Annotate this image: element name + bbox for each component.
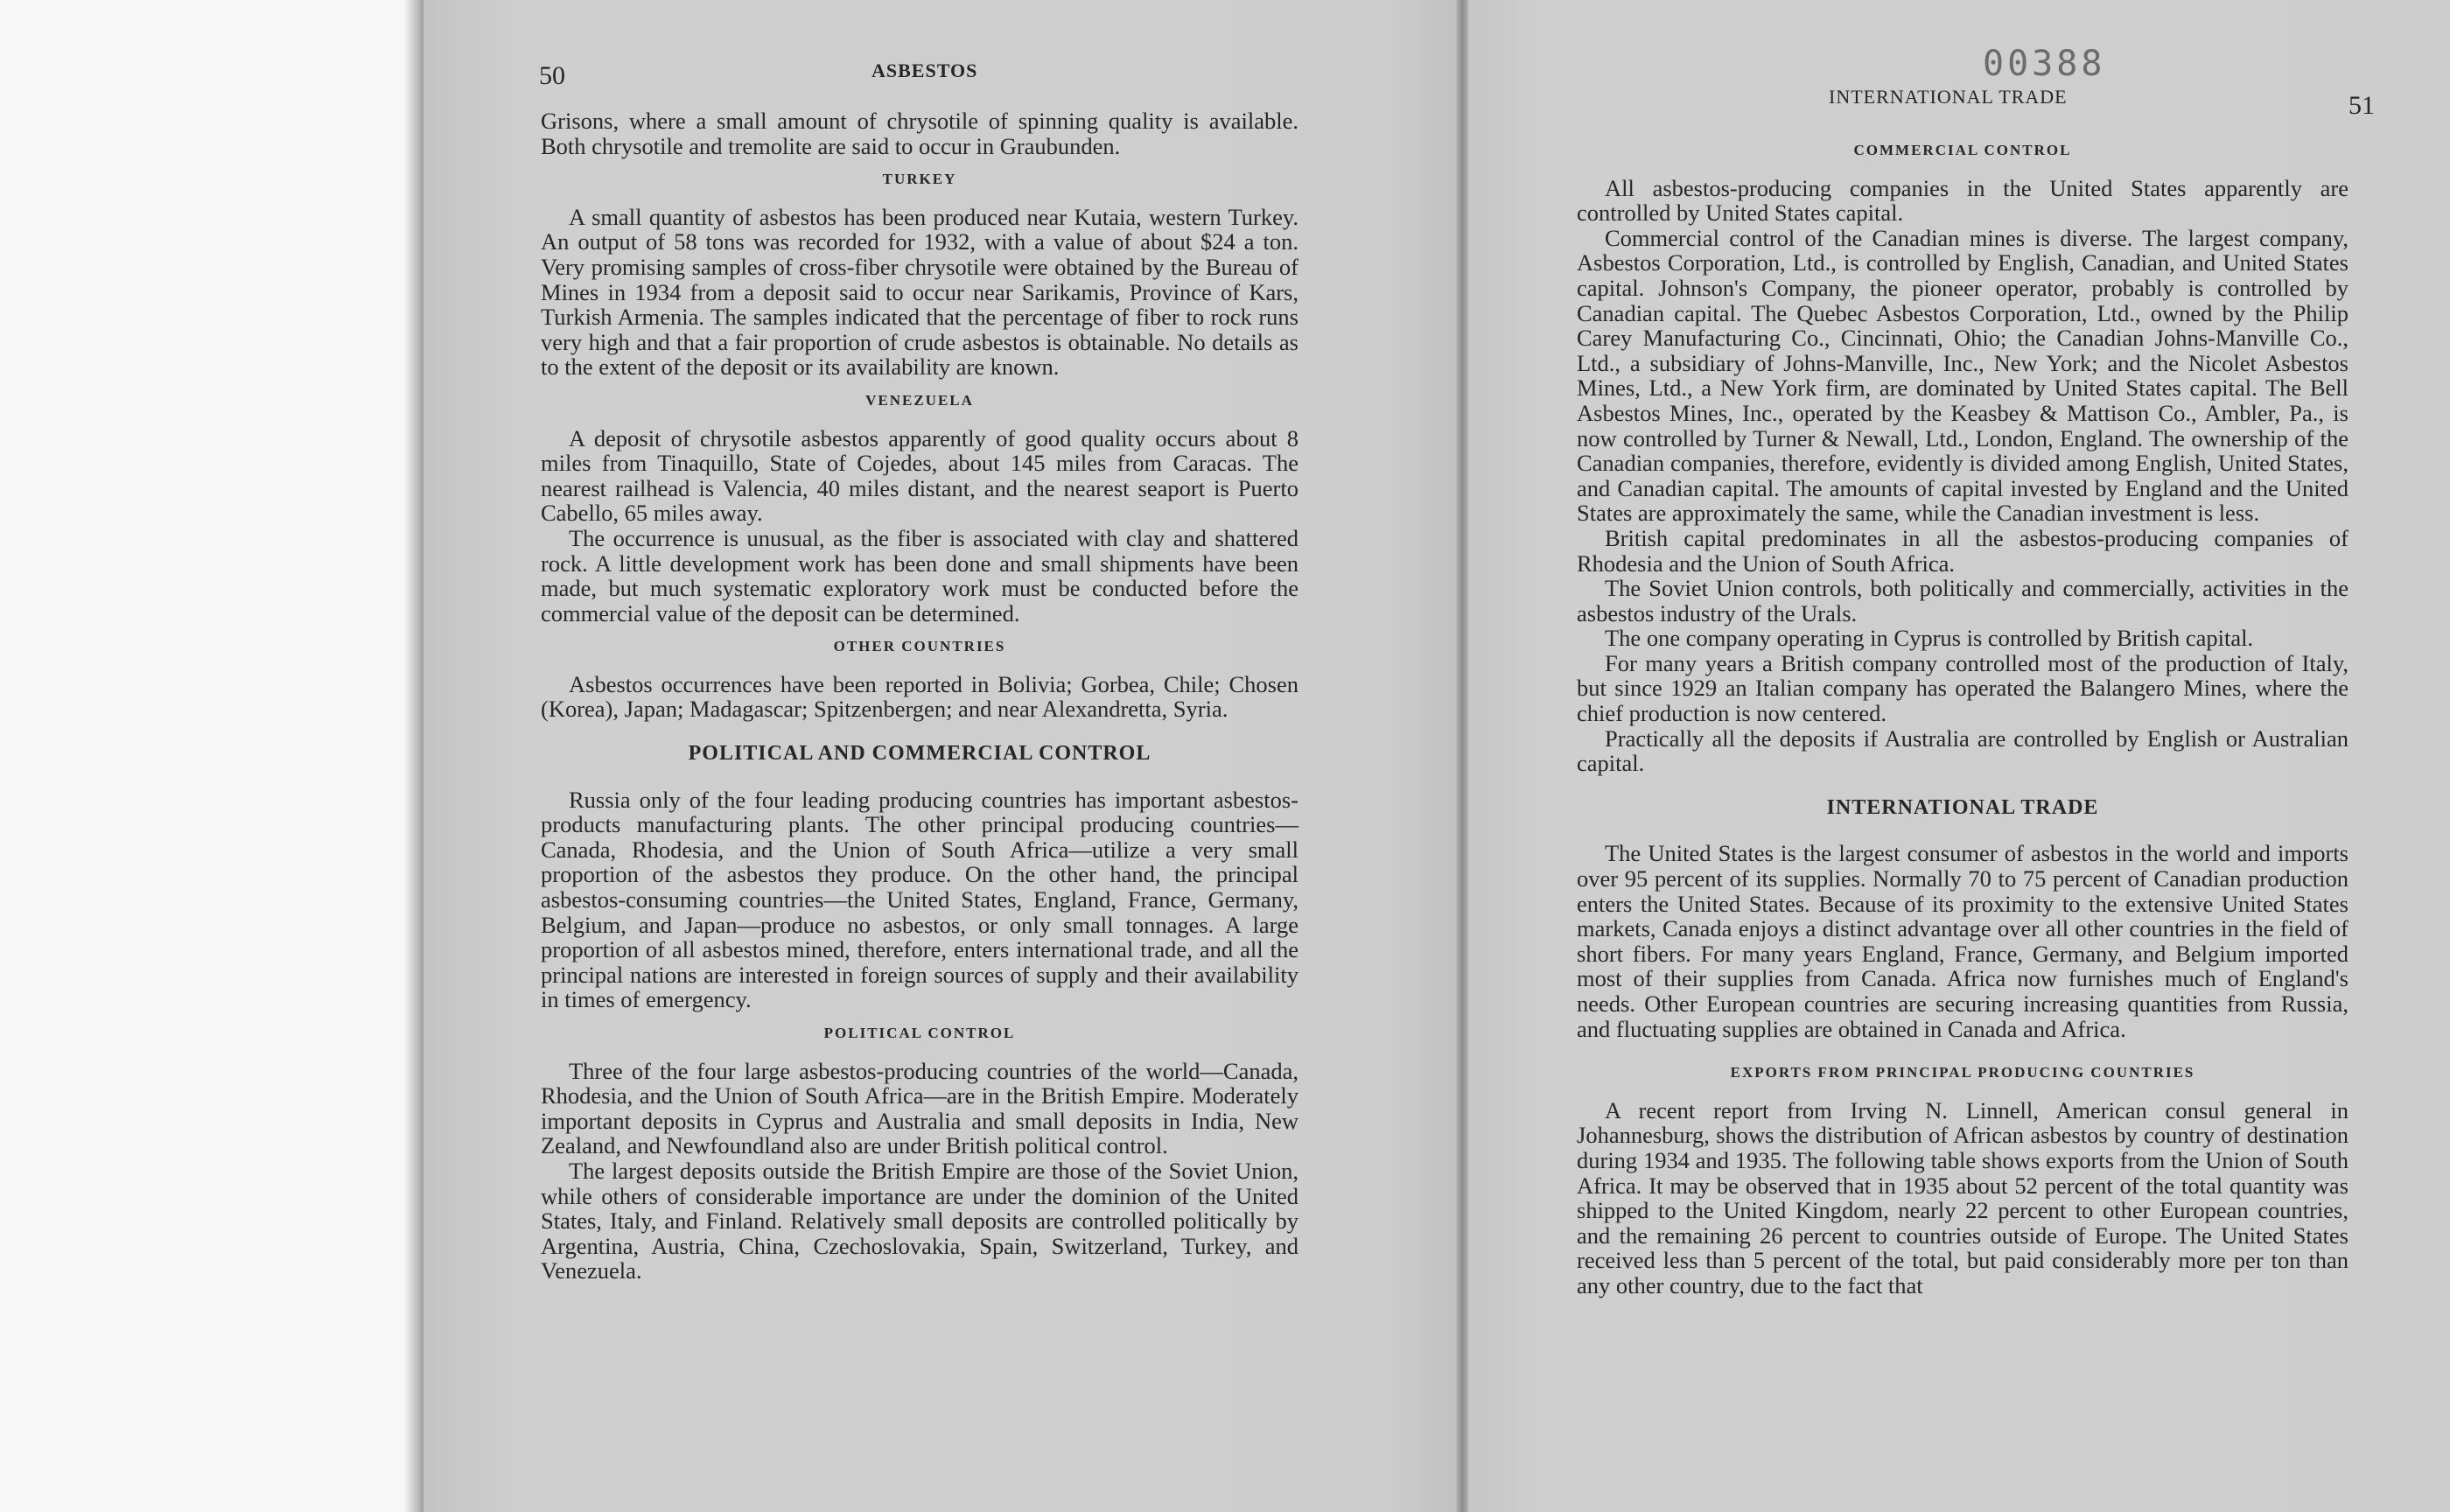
scan-margin xyxy=(0,0,418,1512)
running-head: INTERNATIONAL TRADE xyxy=(1829,86,2068,108)
section-heading-political-control: POLITICAL CONTROL xyxy=(823,1025,1016,1041)
left-page xyxy=(424,0,1460,1512)
venezuela-paragraph: A deposit of chrysotile asbestos apparently of good quality occurs about 8 miles from Tinaquillo, State of Cojedes, about 145 miles from Caracas. The nearest railhead is Valencia, 40 miles distant, and the nearest seaport is Puerto Cabello, 65 miles away. xyxy=(541,424,1298,527)
section-heading-venezuela: VENEZUELA xyxy=(865,391,974,409)
political-control-paragraph: The largest deposits outside the British Empire are those of the Soviet Union, while others of considerable importance are under the dominion of the United States, Italy, and Finland. Relatively small deposits are controlled politically by Argentina, Austria, China, Czechoslovakia, Spain, Switzerland, Turkey, and Venezuela. xyxy=(541,1157,1298,1284)
section-heading-other-countries: OTHER COUNTRIES xyxy=(833,638,1006,655)
section-heading-turkey: TURKEY xyxy=(882,171,957,188)
venezuela-paragraph: The occurrence is unusual, as the fiber is associated with clay and shattered rock. A little development work has been done and small shipments have been made, but much systematic exploratory work must be conducted before the commercial value of the deposit can be determined. xyxy=(541,524,1298,626)
turkey-paragraph: A small quantity of asbestos has been produced near Kutaia, western Turkey. An output of 58 tons was recorded for 1932, with a value of about $24 a ton. Very promising samples of cross-fiber chrysotile were obtained by the Bureau of Mines in 1934 from a deposit said to occur near Sarikamis, Province of Kars, Turkish Armenia. The samples indicated that the percentage of fiber to rock runs very high and that a fair proportion of crude asbestos is obtainable. No details as to the extent of the deposit or its availability are known. xyxy=(541,203,1298,381)
book-gutter xyxy=(1456,0,1468,1512)
right-column xyxy=(1577,138,2348,1298)
page-number: 50 xyxy=(539,61,565,90)
political-commercial-paragraph: Russia only of the four leading producing countries has important asbestos-products manufacturing plants. The other principal producing countries—Canada, Rhodesia, and the Union of South Africa—utilize a very small proportion of the asbestos they produce. On the other hand, the principal asbestos-consuming countries—the United States, England, France, Germany, Belgium, and Japan—produce no asbestos, or only small tonnages. A large proportion of all asbestos mined, therefore, enters international trade, and all the principal nations are interested in foreign sources of supply and their availability in times of emergency. xyxy=(541,786,1298,1013)
international-trade-paragraph: The United States is the largest consumer of asbestos in the world and imports over 95 percent of its supplies. Normally 70 to 75 percent of Canadian production enters the United States. Because of its proximity to the extensive United States markets, Canada enjoys a distinct advantage over all other countries in the field of short fibers. For many years England, France, Germany, and Belgium imported most of their supplies from Canada. Africa now furnishes much of England's needs. Other European countries are securing increasing quantities from Russia, and fluctuating supplies are obtained in Canada and Africa. xyxy=(1577,840,2348,1042)
commercial-control-paragraph: For many years a British company controlled most of the production of Italy, but since 1929 an Italian company has operated the Balangero Mines, where the chief production is now centered. xyxy=(1577,649,2348,727)
commercial-control-paragraph: Practically all the deposits if Australia are controlled by English or Australian capital. xyxy=(1577,724,2348,777)
other-countries-paragraph: Asbestos occurrences have been reported in Bolivia; Gorbea, Chile; Chosen (Korea), Japan; Madagascar; Spitzenbergen; and near Alexandretta, Syria. xyxy=(541,670,1298,723)
commercial-control-paragraph: British capital predominates in all the asbestos-producing companies of Rhodesia and the Union of South Africa. xyxy=(1577,524,2348,577)
exports-paragraph: A recent report from Irving N. Linnell, American consul general in Johannesburg, shows the distribution of African asbestos by country of destination during 1934 and 1935. The following table shows exports from the Union of South Africa. It may be observed that in 1935 about 52 percent of the total quantity was shipped to the United Kingdom, nearly 22 percent to other European countries, and the remaining 26 percent to countries outside of Europe. The United States received less than 5 percent of the total, but paid considerably more per ton than any other country, due to the fact that xyxy=(1577,1096,2348,1298)
section-heading-political-commercial-control: POLITICAL AND COMMERCIAL CONTROL xyxy=(688,742,1152,766)
left-column xyxy=(541,108,1298,1284)
section-heading-exports: EXPORTS FROM PRINCIPAL PRODUCING COUNTRIES xyxy=(1730,1064,2195,1082)
political-control-paragraph: Three of the four large asbestos-producing countries of the world—Canada, Rhodesia, and the Union of South Africa—are in the British Empire. Moderately important deposits in Cyprus and Australia and small deposits in India, New Zealand, and Newfoundland also are under British political control. xyxy=(541,1057,1298,1159)
page-number: 51 xyxy=(2348,91,2375,120)
right-page xyxy=(1468,0,2450,1512)
commercial-control-paragraph: Commercial control of the Canadian mines is diverse. The largest company, Asbestos Corporation, Ltd., is controlled by English, Canadian, and United States capital. Johnson's Company, the pioneer operator, probably is controlled by Canadian capital. The Quebec Asbestos Corporation, Ltd., owned by the Philip Carey Manufacturing Co., Cincinnati, Ohio; the Canadian Johns-Manville Co., Ltd., a subsidiary of Johns-Manville, Inc., New York; and the Nicolet Asbestos Mines, Ltd., a New York firm, are dominated by United States capital. The Bell Asbestos Mines, Inc., operated by the Keasbey & Mattison Co., Ambler, Pa., is now controlled by Turner & Newall, Ltd., London, England. The ownership of the Canadian companies, therefore, evidently is divided among English, United States, and Canadian capital. The amounts of capital invested by England and the United States are approximately the same, while the Canadian investment is less. xyxy=(1577,224,2348,527)
document-number-stamp: 00388 xyxy=(1983,44,2106,84)
intro-paragraph: Grisons, where a small amount of chrysotile of spinning quality is available. Both chrysotile and tremolite are said to occur in Graubunden. xyxy=(541,108,1298,159)
commercial-control-paragraph: The Soviet Union controls, both politically and commercially, activities in the asbestos industry of the Urals. xyxy=(1577,575,2348,626)
section-heading-commercial-control: COMMERCIAL CONTROL xyxy=(1853,142,2072,158)
commercial-control-paragraph: All asbestos-producing companies in the United States apparently are controlled by United States capital. xyxy=(1577,174,2348,227)
page-edge-shadow xyxy=(404,0,424,1512)
section-heading-international-trade: INTERNATIONAL TRADE xyxy=(1826,795,2099,819)
running-head: ASBESTOS xyxy=(872,60,978,81)
commercial-control-paragraph: The one company operating in Cyprus is controlled by British capital. xyxy=(1605,625,2254,652)
